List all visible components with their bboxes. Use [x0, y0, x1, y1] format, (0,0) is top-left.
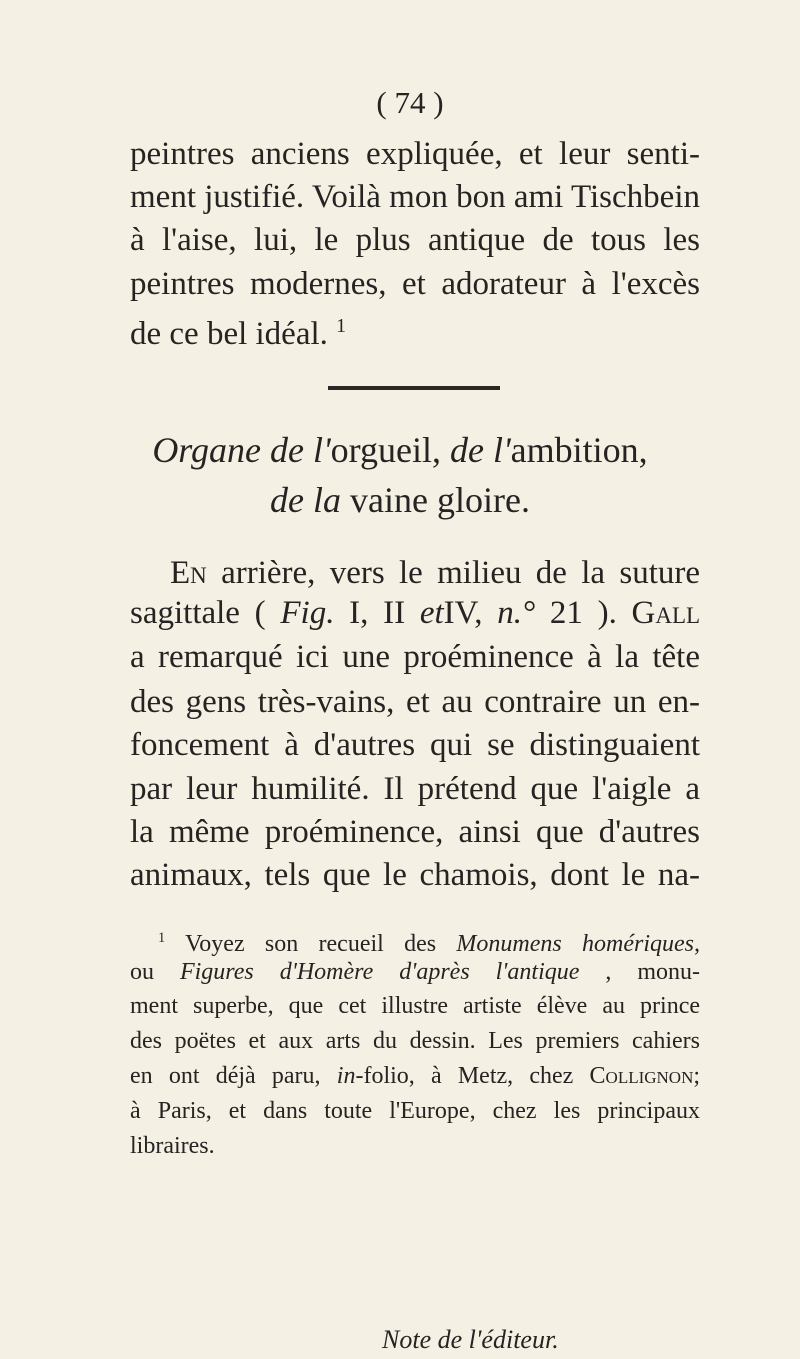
- text-line: par leur humilité. Il prétend que l'aigle a: [130, 771, 700, 807]
- footnote-reference: 1: [336, 315, 347, 337]
- text-line: peintres anciens expliquée, et leur senti-: [130, 136, 700, 172]
- text-line: de ce bel idéal. $^1$: [130, 315, 347, 352]
- footnote-line: à Paris, et dans toute l'Europe, chez les principaux: [130, 1098, 700, 1124]
- footnote-line: ou Figures d'Homère d'après l'antique , monu-: [130, 959, 701, 985]
- footnote-line: ment superbe, que cet illustre artiste élève au prince: [130, 993, 700, 1019]
- text-line: En arrière, vers le milieu de la suture: [170, 555, 700, 591]
- footnote-line: $^1$ Voyez son recueil des Monumens homériques,: [158, 930, 700, 957]
- section-heading-line2: de la vaine gloire.: [270, 480, 530, 520]
- section-heading: Organe de l'orgueil, de l'ambition,: [152, 430, 648, 470]
- text-line: la même proéminence, ainsi que d'autres: [130, 814, 700, 850]
- text-line: peintres modernes, et adorateur à l'excès: [130, 266, 700, 302]
- section-divider: [328, 386, 500, 390]
- footnote-line: des poëtes et aux arts du dessin. Les premiers cahiers: [130, 1028, 700, 1054]
- text-line: à l'aise, lui, le plus antique de tous les: [130, 222, 700, 258]
- footnote-signature: Note de l'éditeur.: [382, 1325, 559, 1354]
- footnote-line: en ont déjà paru, in-folio, à Metz, chez Collignon;: [130, 1063, 701, 1089]
- page-number: ( 74 ): [376, 85, 444, 120]
- footnote-line: libraires.: [130, 1133, 215, 1159]
- text-line: ment justifié. Voilà mon bon ami Tischbein: [130, 179, 700, 215]
- text-line: sagittale ( Fig. I, II etIV, n.° 21 ). Gall: [130, 595, 701, 631]
- text-line: animaux, tels que le chamois, dont le na-: [130, 857, 700, 893]
- footnote-marker: 1: [158, 930, 166, 946]
- text-line: foncement à d'autres qui se distinguaient: [130, 727, 700, 763]
- text-line: des gens très-vains, et au contraire un en-: [130, 684, 700, 720]
- text-line: a remarqué ici une proéminence à la tête: [130, 639, 700, 675]
